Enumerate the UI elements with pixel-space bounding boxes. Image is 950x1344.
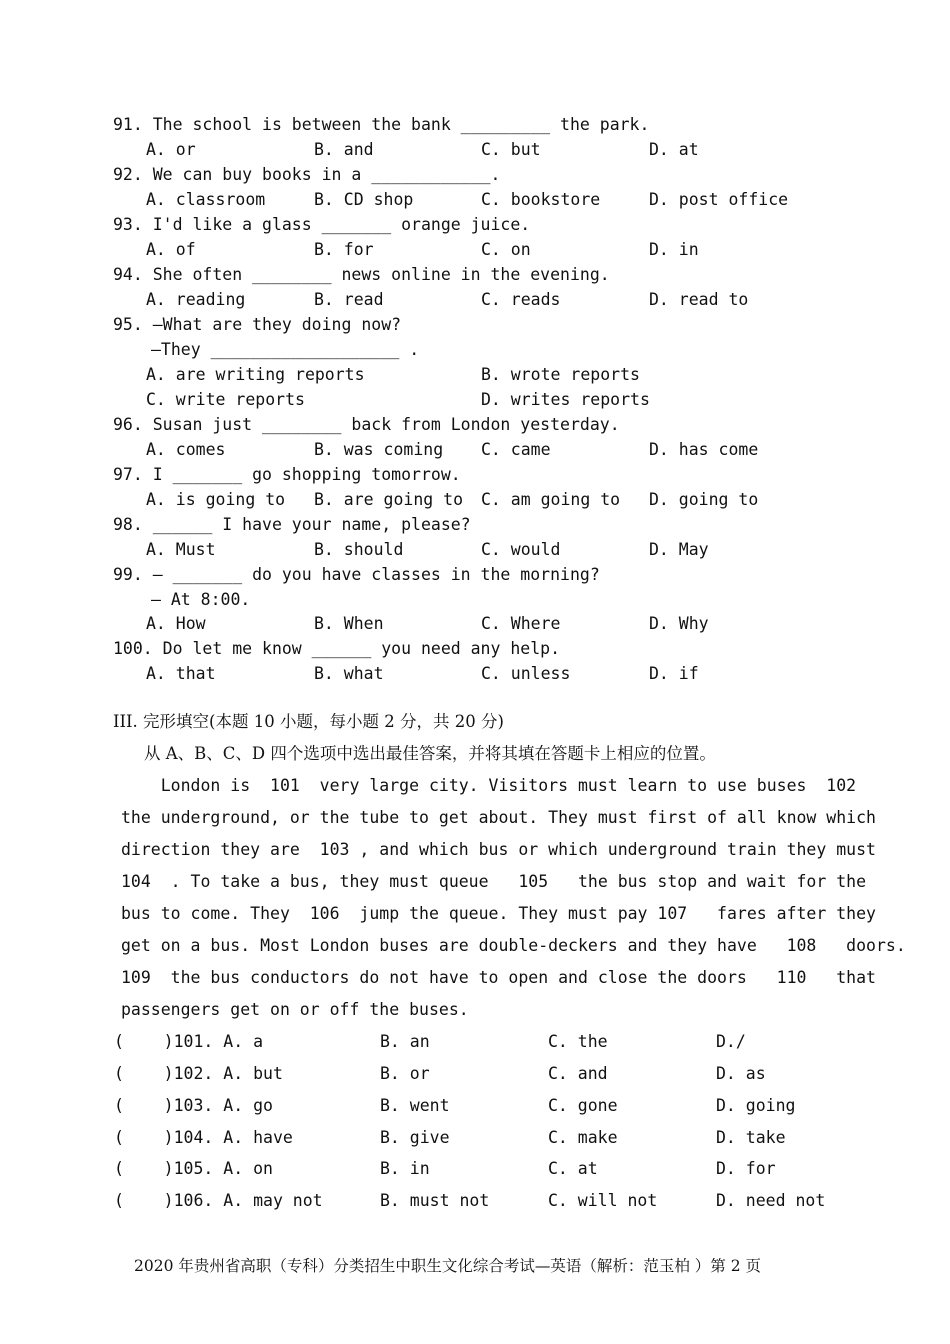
passage-line: bus to come. They 106 jump the queue. They must pay 107 fares after they: [121, 904, 876, 923]
q95-option-b: B. wrote reports: [481, 365, 640, 384]
q92-option-b: B. CD shop: [314, 190, 414, 209]
cloze-106-label: ( )106. A. may not: [114, 1191, 323, 1210]
cloze-105-option-b: B. in: [380, 1159, 430, 1178]
passage-line: London is 101 very large city. Visitors must learn to use buses 102: [121, 776, 857, 795]
q94-option-a: A. reading: [146, 290, 246, 309]
q98-option-d: D. May: [649, 540, 709, 559]
q97-option-c: C. am going to: [481, 490, 621, 509]
question-94-stem: 94. She often ________ news online in the evening.: [113, 265, 610, 284]
passage-line: 109 the bus conductors do not have to open and close the doors 110 that: [121, 968, 876, 987]
cloze-103-option-b: B. went: [380, 1096, 450, 1115]
q99-option-c: C. Where: [481, 614, 561, 633]
cloze-102-option-b: B. or: [380, 1064, 430, 1083]
q96-option-c: C. came: [481, 440, 551, 459]
question-98-stem: 98. ______ I have your name, please?: [113, 515, 471, 534]
cloze-101-option-d: D./: [716, 1032, 746, 1051]
question-99-response: — At 8:00.: [151, 590, 251, 609]
cloze-104-option-b: B. give: [380, 1128, 450, 1147]
question-96-stem: 96. Susan just ________ back from London yesterday.: [113, 415, 620, 434]
question-92-stem: 92. We can buy books in a ____________.: [113, 165, 501, 184]
q100-option-b: B. what: [314, 664, 384, 683]
cloze-104-label: ( )104. A. have: [114, 1128, 293, 1147]
q95-option-d: D. writes reports: [481, 390, 650, 409]
question-100-stem: 100. Do let me know ______ you need any help.: [113, 639, 561, 658]
q98-option-a: A. Must: [146, 540, 216, 559]
cloze-106-option-b: B. must not: [380, 1191, 490, 1210]
q91-option-a: A. or: [146, 140, 196, 159]
cloze-106-option-d: D. need not: [716, 1191, 826, 1210]
question-97-stem: 97. I _______ go shopping tomorrow.: [113, 465, 461, 484]
q95-option-c: C. write reports: [146, 390, 305, 409]
q95-option-a: A. are writing reports: [146, 365, 365, 384]
q96-option-b: B. was coming: [314, 440, 444, 459]
cloze-105-option-d: D. for: [716, 1159, 776, 1178]
q100-option-c: C. unless: [481, 664, 571, 683]
cloze-105-option-c: C. at: [548, 1159, 598, 1178]
cloze-102-label: ( )102. A. but: [114, 1064, 283, 1083]
question-95-stem: 95. —What are they doing now?: [113, 315, 402, 334]
page-footer: 2020 年贵州省高职（专科）分类招生中职生文化综合考试—英语（解析：范玉柏 ）第 2 页: [134, 1257, 762, 1275]
q94-option-c: C. reads: [481, 290, 561, 309]
question-95-response: —They ___________________ .: [151, 340, 420, 359]
q98-option-b: B. should: [314, 540, 404, 559]
q97-option-d: D. going to: [649, 490, 759, 509]
cloze-103-option-c: C. gone: [548, 1096, 618, 1115]
q100-option-a: A. that: [146, 664, 216, 683]
question-99-stem: 99. — _______ do you have classes in the morning?: [113, 565, 600, 584]
section-heading: III. 完形填空(本题 10 小题，每小题 2 分，共 20 分): [113, 712, 504, 731]
q100-option-d: D. if: [649, 664, 699, 683]
question-93-stem: 93. I'd like a glass _______ orange juice.: [113, 215, 531, 234]
q94-option-d: D. read to: [649, 290, 749, 309]
cloze-101-option-c: C. the: [548, 1032, 608, 1051]
passage-line: passengers get on or off the buses.: [121, 1000, 469, 1019]
cloze-104-option-d: D. take: [716, 1128, 786, 1147]
cloze-105-label: ( )105. A. on: [114, 1159, 273, 1178]
q94-option-b: B. read: [314, 290, 384, 309]
cloze-102-option-d: D. as: [716, 1064, 766, 1083]
cloze-103-label: ( )103. A. go: [114, 1096, 273, 1115]
cloze-101-label: ( )101. A. a: [114, 1032, 264, 1051]
q93-option-c: C. on: [481, 240, 531, 259]
q93-option-a: A. of: [146, 240, 196, 259]
q99-option-a: A. How: [146, 614, 206, 633]
q98-option-c: C. would: [481, 540, 561, 559]
q99-option-b: B. When: [314, 614, 384, 633]
cloze-104-option-c: C. make: [548, 1128, 618, 1147]
q92-option-d: D. post office: [649, 190, 789, 209]
q92-option-c: C. bookstore: [481, 190, 601, 209]
q93-option-b: B. for: [314, 240, 374, 259]
passage-line: the underground, or the tube to get about. They must first of all know which: [121, 808, 876, 827]
q99-option-d: D. Why: [649, 614, 709, 633]
q91-option-d: D. at: [649, 140, 699, 159]
cloze-102-option-c: C. and: [548, 1064, 608, 1083]
q92-option-a: A. classroom: [146, 190, 266, 209]
passage-line: get on a bus. Most London buses are double-deckers and they have 108 doors.: [121, 936, 906, 955]
q96-option-a: A. comes: [146, 440, 226, 459]
section-instruction: 从 A、B、C、D 四个选项中选出最佳答案，并将其填在答题卡上相应的位置。: [144, 744, 716, 763]
question-91-stem: 91. The school is between the bank _________ the park.: [113, 115, 650, 134]
cloze-101-option-b: B. an: [380, 1032, 430, 1051]
q97-option-b: B. are going to: [314, 490, 464, 509]
cloze-103-option-d: D. going: [716, 1096, 796, 1115]
q91-option-b: B. and: [314, 140, 374, 159]
passage-line: direction they are 103 , and which bus or which underground train they must: [121, 840, 876, 859]
q96-option-d: D. has come: [649, 440, 759, 459]
q97-option-a: A. is going to: [146, 490, 286, 509]
passage-line: 104 . To take a bus, they must queue 105 the bus stop and wait for the: [121, 872, 867, 891]
q91-option-c: C. but: [481, 140, 541, 159]
q93-option-d: D. in: [649, 240, 699, 259]
cloze-106-option-c: C. will not: [548, 1191, 658, 1210]
